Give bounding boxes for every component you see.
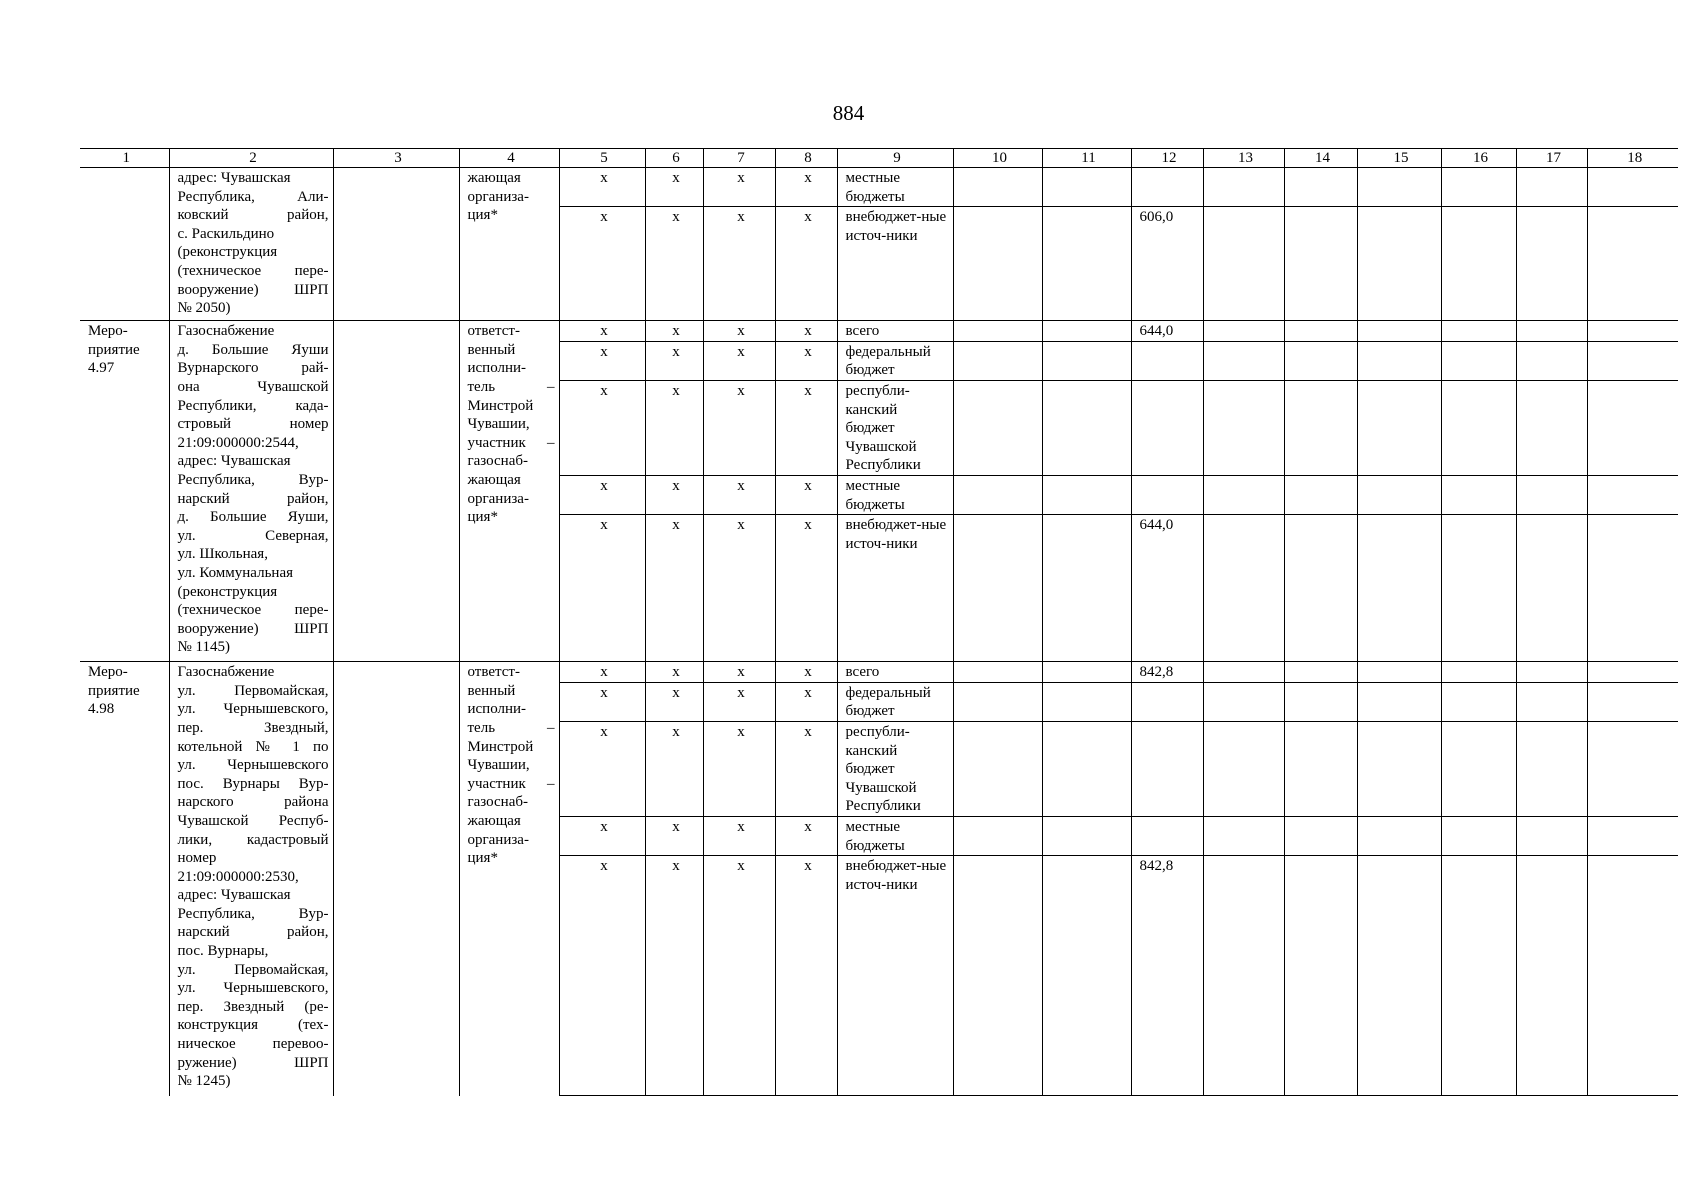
value-cell [953,662,1042,683]
col-header: 17 [1516,149,1587,168]
object-description-line: ул. Первомайская, [177,961,329,978]
value-cell [1042,380,1131,475]
executor-line: ответст- [467,323,520,340]
mark-cell: х [559,816,645,855]
executor-cell [459,168,559,321]
value-cell [953,321,1042,342]
event-name-cell: Меро-приятие 4.98 [80,662,169,1096]
value-cell [1203,475,1284,514]
object-description-line: нарский район, [177,924,329,941]
object-description-line: адрес: Чувашская [177,887,291,904]
value-cell [1516,475,1587,514]
value-cell-col12 [1131,721,1203,816]
object-description-line: (реконструкция [177,583,278,600]
executor-line: Минстрой [467,397,534,414]
executor-line: тель – [467,378,555,395]
funding-source-cell: федеральный бюджет [837,341,953,380]
mark-cell: х [559,662,645,683]
event-name-cell: Меро-приятие 4.97 [80,321,169,662]
event-name-cell [80,168,169,321]
value-cell [1516,321,1587,342]
mark-cell: х [703,662,775,683]
value-cell [1042,816,1131,855]
empty-cell [333,168,459,321]
col-header: 4 [459,149,559,168]
executor-line: венный [467,341,516,358]
object-description-line: адрес: Чувашская [177,453,291,470]
value-cell [1441,856,1516,1096]
executor-line: исполни- [467,701,527,718]
mark-cell: х [775,341,837,380]
col-header: 11 [1042,149,1131,168]
mark-cell: х [703,380,775,475]
col-header: 16 [1441,149,1516,168]
page-number: 884 [832,101,865,125]
value-cell-col12: 644,0 [1131,321,1203,342]
value-cell [1516,816,1587,855]
value-cell [1357,856,1441,1096]
value-cell [1357,816,1441,855]
object-description-line: пер. Звездный (ре- [177,998,329,1015]
value-cell [1042,721,1131,816]
object-description-line: конструкция (тех- [177,1017,329,1034]
object-description-line: вооружение) ШРП [177,281,329,298]
col-header: 5 [559,149,645,168]
mark-cell: х [703,682,775,721]
executor-line: организа- [467,188,529,205]
value-cell [1042,856,1131,1096]
value-cell [1203,721,1284,816]
funding-source-cell: республи-канский бюджет Чувашской Республики [837,721,953,816]
value-cell [1284,207,1357,321]
object-description-line: Газоснабжение [177,664,275,681]
value-cell [1203,380,1284,475]
value-cell [1284,321,1357,342]
executor-line: организа- [467,831,529,848]
value-cell [1042,515,1131,662]
mark-cell: х [559,721,645,816]
value-cell [1203,682,1284,721]
object-description-line: ружение) ШРП [177,1054,329,1071]
col-header: 12 [1131,149,1203,168]
value-cell-col12 [1131,816,1203,855]
executor-line: Чувашии, [467,757,530,774]
object-description-line: стровый номер [177,416,329,433]
col-header: 10 [953,149,1042,168]
mark-cell: х [645,475,703,514]
object-description-line: Вурнарского рай- [177,360,329,377]
object-description-line: ул. Коммунальная [177,564,294,581]
value-cell [1441,816,1516,855]
funding-source-cell: местные бюджеты [837,475,953,514]
mark-cell: х [559,168,645,207]
value-cell [1284,341,1357,380]
mark-cell: х [775,662,837,683]
executor-line: участник – [467,434,555,451]
value-cell [1042,682,1131,721]
value-cell [953,721,1042,816]
value-cell [1587,168,1678,207]
value-cell [1203,207,1284,321]
value-cell [1441,475,1516,514]
object-description-line: адрес: Чувашская [177,170,291,186]
object-description-line: (техническое пере- [177,262,329,279]
value-cell [1516,682,1587,721]
value-cell [1441,321,1516,342]
value-cell [1284,168,1357,207]
mark-cell: х [775,515,837,662]
mark-cell: х [645,682,703,721]
object-description-cell [169,321,333,662]
mark-cell: х [703,856,775,1096]
object-description-line: № 1145) [177,639,230,656]
value-cell [1042,321,1131,342]
funding-source-cell: внебюджет-ные источ-ники [837,207,953,321]
value-cell [1357,380,1441,475]
value-cell [1203,816,1284,855]
mark-cell: х [703,341,775,380]
mark-cell: х [559,207,645,321]
value-cell [1284,515,1357,662]
object-description-line: Республика, Вур- [177,905,329,922]
mark-cell: х [775,721,837,816]
empty-cell [333,321,459,662]
object-description-line: д. Большие Яуши [177,341,329,358]
object-description-line: пер. Звездный, [177,719,329,736]
value-cell [953,341,1042,380]
value-cell [1516,207,1587,321]
object-description-line: (техническое пере- [177,602,329,619]
funding-source-cell: федеральный бюджет [837,682,953,721]
table-body [80,168,1678,1096]
value-cell [1441,341,1516,380]
object-description-line: д. Большие Яуши, [177,509,329,526]
value-cell-col12 [1131,380,1203,475]
value-cell [1203,321,1284,342]
col-header: 18 [1587,149,1678,168]
value-cell [1357,341,1441,380]
table-row [80,168,1678,207]
mark-cell: х [775,321,837,342]
col-header: 8 [775,149,837,168]
mark-cell: х [703,475,775,514]
object-description-line: ул. Чернышевского, [177,980,329,997]
value-cell [1357,682,1441,721]
value-cell [1357,721,1441,816]
executor-line: жающая [467,471,521,488]
value-cell [1587,207,1678,321]
object-description-line: Чувашской Респуб- [177,812,329,829]
value-cell [1042,475,1131,514]
object-description-line: нарский район, [177,490,329,507]
value-cell-col12: 842,8 [1131,662,1203,683]
value-cell [1284,662,1357,683]
value-cell [1441,682,1516,721]
value-cell [1284,475,1357,514]
value-cell [1203,341,1284,380]
funding-source-cell: республи-канский бюджет Чувашской Республики [837,380,953,475]
executor-line: участник – [467,775,555,792]
mark-cell: х [645,662,703,683]
mark-cell: х [775,682,837,721]
value-cell [953,682,1042,721]
executor-cell [459,321,559,662]
value-cell [1357,475,1441,514]
funding-source-cell: местные бюджеты [837,168,953,207]
object-description-cell [169,168,333,321]
value-cell-col12 [1131,682,1203,721]
object-description-line: ул. Чернышевского [177,757,329,774]
value-cell [1516,380,1587,475]
object-description-line: котельной № 1 по [177,738,329,755]
mark-cell: х [645,816,703,855]
object-description-line: ул. Школьная, [177,546,268,563]
table-row [80,321,1678,342]
value-cell [953,380,1042,475]
object-description-line: лики, кадастровый [177,831,329,848]
financing-table [80,148,1678,1096]
value-cell [953,856,1042,1096]
value-cell [1441,515,1516,662]
mark-cell: х [559,856,645,1096]
value-cell [1587,816,1678,855]
mark-cell: х [645,721,703,816]
mark-cell: х [559,515,645,662]
value-cell [1203,515,1284,662]
value-cell [953,168,1042,207]
value-cell [1284,380,1357,475]
value-cell [1587,515,1678,662]
col-header: 7 [703,149,775,168]
object-description-line: с. Раскильдино [177,225,275,242]
mark-cell: х [559,380,645,475]
executor-line: ция* [467,850,498,867]
value-cell [1357,321,1441,342]
value-cell [1516,515,1587,662]
value-cell [1441,168,1516,207]
object-description-line: 21:09:000000:2544, [177,434,299,451]
mark-cell: х [645,168,703,207]
value-cell [1042,207,1131,321]
value-cell [1357,168,1441,207]
mark-cell: х [559,321,645,342]
executor-cell [459,662,559,1096]
value-cell [1587,475,1678,514]
col-header: 15 [1357,149,1441,168]
value-cell [1516,721,1587,816]
mark-cell: х [703,816,775,855]
funding-source-cell: местные бюджеты [837,816,953,855]
object-description-line: она Чувашской [177,378,329,395]
object-description-line: № 1245) [177,1073,231,1090]
value-cell [1441,207,1516,321]
col-header: 3 [333,149,459,168]
object-description-line: номер [177,850,217,867]
value-cell [1587,682,1678,721]
object-description-line: ул. Северная, [177,527,329,544]
value-cell [953,207,1042,321]
value-cell [1284,856,1357,1096]
mark-cell: х [703,721,775,816]
funding-source-cell: всего [837,321,953,342]
object-description-line: ул. Первомайская, [177,682,329,699]
mark-cell: х [703,321,775,342]
executor-line: ответст- [467,664,520,681]
value-cell [1441,662,1516,683]
value-cell [1441,380,1516,475]
value-cell [1587,321,1678,342]
header-row [80,149,1678,168]
executor-line: организа- [467,490,529,507]
executor-line: ция* [467,509,498,526]
value-cell [953,475,1042,514]
value-cell [1042,168,1131,207]
value-cell [1042,662,1131,683]
col-header: 9 [837,149,953,168]
value-cell [1516,341,1587,380]
value-cell [1587,341,1678,380]
value-cell [1587,856,1678,1096]
value-cell [953,515,1042,662]
value-cell [1357,662,1441,683]
mark-cell: х [703,515,775,662]
value-cell [1284,816,1357,855]
mark-cell: х [559,475,645,514]
mark-cell: х [645,341,703,380]
value-cell [1357,515,1441,662]
value-cell [1516,856,1587,1096]
value-cell [1357,207,1441,321]
executor-line: газоснаб- [467,794,528,811]
col-header: 1 [80,149,169,168]
executor-line: Минстрой [467,738,534,755]
object-description-line: пос. Вурнары, [177,943,269,960]
value-cell [1042,341,1131,380]
value-cell [1587,721,1678,816]
table-row [80,662,1678,683]
value-cell [953,816,1042,855]
object-description-line: № 2050) [177,300,231,317]
mark-cell: х [645,207,703,321]
mark-cell: х [775,207,837,321]
mark-cell: х [645,380,703,475]
executor-line: тель – [467,719,555,736]
value-cell [1203,856,1284,1096]
executor-line: исполни- [467,360,527,377]
mark-cell: х [775,475,837,514]
object-description-line: пос. Вурнары Вур- [177,775,329,792]
funding-source-cell: внебюджет-ные источ-ники [837,856,953,1096]
executor-line: венный [467,682,516,699]
value-cell-col12: 606,0 [1131,207,1203,321]
value-cell-col12 [1131,475,1203,514]
value-cell [1284,721,1357,816]
mark-cell: х [703,168,775,207]
object-description-line: Республика, Али- [177,188,329,205]
executor-line: газоснаб- [467,453,528,470]
value-cell [1203,168,1284,207]
executor-line: жающая [467,170,521,186]
mark-cell: х [775,856,837,1096]
object-description-line: вооружение) ШРП [177,620,329,637]
object-description-line: 21:09:000000:2530, [177,868,299,885]
mark-cell: х [775,816,837,855]
value-cell [1587,662,1678,683]
value-cell [1284,682,1357,721]
mark-cell: х [703,207,775,321]
mark-cell: х [645,856,703,1096]
object-description-line: ническое перевоо- [177,1036,329,1053]
col-header: 13 [1203,149,1284,168]
empty-cell [333,662,459,1096]
object-description-line: Республики, када- [177,397,329,414]
col-header: 2 [169,149,333,168]
col-header: 14 [1284,149,1357,168]
funding-source-cell: внебюджет-ные источ-ники [837,515,953,662]
mark-cell: х [559,682,645,721]
executor-line: Чувашии, [467,416,530,433]
value-cell [1203,662,1284,683]
object-description-line: Республика, Вур- [177,471,329,488]
object-description-cell [169,662,333,1096]
mark-cell: х [775,380,837,475]
object-description-line: ул. Чернышевского, [177,701,329,718]
object-description-line: Газоснабжение [177,323,275,340]
value-cell-col12: 644,0 [1131,515,1203,662]
mark-cell: х [775,168,837,207]
object-description-line: нарского района [177,794,329,811]
value-cell-col12 [1131,341,1203,380]
mark-cell: х [559,341,645,380]
value-cell [1441,721,1516,816]
executor-line: жающая [467,812,521,829]
value-cell-col12 [1131,168,1203,207]
mark-cell: х [645,515,703,662]
value-cell-col12: 842,8 [1131,856,1203,1096]
object-description-line: ковский район, [177,207,329,224]
value-cell [1516,168,1587,207]
value-cell [1587,380,1678,475]
funding-source-cell: всего [837,662,953,683]
col-header: 6 [645,149,703,168]
executor-line: ция* [467,207,498,224]
mark-cell: х [645,321,703,342]
value-cell [1516,662,1587,683]
object-description-line: (реконструкция [177,244,278,261]
